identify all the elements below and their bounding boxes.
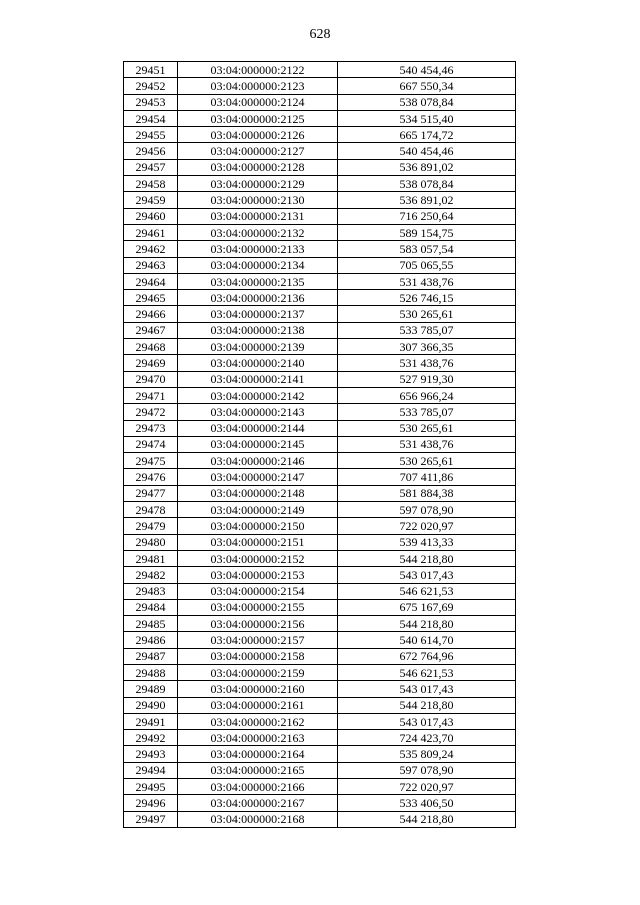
cadastral-number-cell: 03:04:000000:2159 <box>178 664 338 680</box>
table-row <box>124 648 516 664</box>
cadastral-number-cell: 03:04:000000:2153 <box>178 567 338 583</box>
table-row <box>124 322 516 338</box>
row-number-cell: 29491 <box>124 713 178 729</box>
table-row <box>124 681 516 697</box>
table-row <box>124 273 516 289</box>
cadastral-value-cell: 531 438,76 <box>338 273 516 289</box>
table-row <box>124 306 516 322</box>
cadastral-value-cell: 533 785,07 <box>338 322 516 338</box>
table-row <box>124 290 516 306</box>
cadastral-value-cell: 526 746,15 <box>338 290 516 306</box>
row-number-cell: 29465 <box>124 290 178 306</box>
cadastral-number-cell: 03:04:000000:2150 <box>178 518 338 534</box>
table-row <box>124 192 516 208</box>
row-number-cell: 29497 <box>124 811 178 827</box>
table-row <box>124 730 516 746</box>
row-number-cell: 29457 <box>124 159 178 175</box>
row-number-cell: 29481 <box>124 550 178 566</box>
cadastral-number-cell: 03:04:000000:2157 <box>178 632 338 648</box>
cadastral-value-cell: 656 966,24 <box>338 387 516 403</box>
cadastral-number-cell: 03:04:000000:2154 <box>178 583 338 599</box>
cadastral-number-cell: 03:04:000000:2122 <box>178 62 338 78</box>
table-row <box>124 404 516 420</box>
row-number-cell: 29474 <box>124 436 178 452</box>
cadastral-value-cell: 544 218,80 <box>338 616 516 632</box>
cadastral-number-cell: 03:04:000000:2145 <box>178 436 338 452</box>
cadastral-value-cell: 546 621,53 <box>338 664 516 680</box>
table-row <box>124 567 516 583</box>
cadastral-number-cell: 03:04:000000:2143 <box>178 404 338 420</box>
cadastral-number-cell: 03:04:000000:2168 <box>178 811 338 827</box>
cadastral-value-cell: 583 057,54 <box>338 241 516 257</box>
cadastral-number-cell: 03:04:000000:2129 <box>178 176 338 192</box>
cadastral-number-cell: 03:04:000000:2167 <box>178 795 338 811</box>
cadastral-number-cell: 03:04:000000:2123 <box>178 78 338 94</box>
table-row <box>124 257 516 273</box>
table-row <box>124 94 516 110</box>
cadastral-value-cell: 716 250,64 <box>338 208 516 224</box>
row-number-cell: 29493 <box>124 746 178 762</box>
cadastral-number-cell: 03:04:000000:2164 <box>178 746 338 762</box>
cadastral-number-cell: 03:04:000000:2139 <box>178 339 338 355</box>
row-number-cell: 29473 <box>124 420 178 436</box>
cadastral-value-cell: 538 078,84 <box>338 176 516 192</box>
row-number-cell: 29478 <box>124 502 178 518</box>
table-row <box>124 779 516 795</box>
cadastral-value-cell: 724 423,70 <box>338 730 516 746</box>
cadastral-value-cell: 540 454,46 <box>338 143 516 159</box>
cadastral-value-cell: 667 550,34 <box>338 78 516 94</box>
cadastral-number-cell: 03:04:000000:2140 <box>178 355 338 371</box>
cadastral-number-cell: 03:04:000000:2134 <box>178 257 338 273</box>
cadastral-number-cell: 03:04:000000:2161 <box>178 697 338 713</box>
cadastral-value-cell: 544 218,80 <box>338 811 516 827</box>
row-number-cell: 29496 <box>124 795 178 811</box>
table-row <box>124 534 516 550</box>
table-row <box>124 78 516 94</box>
cadastral-number-cell: 03:04:000000:2124 <box>178 94 338 110</box>
table-row <box>124 485 516 501</box>
cadastral-value-cell: 665 174,72 <box>338 127 516 143</box>
table-row <box>124 502 516 518</box>
cadastral-value-cell: 544 218,80 <box>338 697 516 713</box>
row-number-cell: 29469 <box>124 355 178 371</box>
cadastral-value-cell: 675 167,69 <box>338 599 516 615</box>
cadastral-value-cell: 540 454,46 <box>338 62 516 78</box>
cadastral-value-cell: 722 020,97 <box>338 518 516 534</box>
table-row <box>124 62 516 78</box>
cadastral-number-cell: 03:04:000000:2163 <box>178 730 338 746</box>
cadastral-value-cell: 536 891,02 <box>338 159 516 175</box>
row-number-cell: 29482 <box>124 567 178 583</box>
row-number-cell: 29479 <box>124 518 178 534</box>
row-number-cell: 29494 <box>124 762 178 778</box>
cadastral-value-cell: 540 614,70 <box>338 632 516 648</box>
cadastral-value-cell: 539 413,33 <box>338 534 516 550</box>
table-row <box>124 518 516 534</box>
cadastral-number-cell: 03:04:000000:2128 <box>178 159 338 175</box>
table-row <box>124 110 516 126</box>
table-row <box>124 436 516 452</box>
row-number-cell: 29452 <box>124 78 178 94</box>
row-number-cell: 29490 <box>124 697 178 713</box>
table-row <box>124 664 516 680</box>
table-row <box>124 143 516 159</box>
cadastral-number-cell: 03:04:000000:2144 <box>178 420 338 436</box>
row-number-cell: 29460 <box>124 208 178 224</box>
cadastral-value-cell: 533 785,07 <box>338 404 516 420</box>
cadastral-value-cell: 543 017,43 <box>338 567 516 583</box>
table-row <box>124 795 516 811</box>
row-number-cell: 29480 <box>124 534 178 550</box>
cadastral-number-cell: 03:04:000000:2155 <box>178 599 338 615</box>
table-row <box>124 127 516 143</box>
table-row <box>124 339 516 355</box>
row-number-cell: 29459 <box>124 192 178 208</box>
cadastral-number-cell: 03:04:000000:2141 <box>178 371 338 387</box>
cadastral-value-cell: 530 265,61 <box>338 453 516 469</box>
table-body <box>124 62 516 828</box>
cadastral-value-cell: 530 265,61 <box>338 306 516 322</box>
row-number-cell: 29466 <box>124 306 178 322</box>
cadastral-value-cell: 597 078,90 <box>338 502 516 518</box>
cadastral-value-cell: 538 078,84 <box>338 94 516 110</box>
row-number-cell: 29471 <box>124 387 178 403</box>
row-number-cell: 29455 <box>124 127 178 143</box>
row-number-cell: 29475 <box>124 453 178 469</box>
row-number-cell: 29458 <box>124 176 178 192</box>
cadastral-value-cell: 543 017,43 <box>338 681 516 697</box>
row-number-cell: 29476 <box>124 469 178 485</box>
cadastral-value-cell: 581 884,38 <box>338 485 516 501</box>
row-number-cell: 29468 <box>124 339 178 355</box>
cadastral-number-cell: 03:04:000000:2166 <box>178 779 338 795</box>
cadastral-number-cell: 03:04:000000:2142 <box>178 387 338 403</box>
cadastral-number-cell: 03:04:000000:2137 <box>178 306 338 322</box>
cadastral-value-cell: 527 919,30 <box>338 371 516 387</box>
cadastral-number-cell: 03:04:000000:2135 <box>178 273 338 289</box>
table-row <box>124 762 516 778</box>
table-row <box>124 208 516 224</box>
row-number-cell: 29472 <box>124 404 178 420</box>
cadastral-value-cell: 589 154,75 <box>338 224 516 240</box>
cadastral-value-cell: 534 515,40 <box>338 110 516 126</box>
cadastral-number-cell: 03:04:000000:2152 <box>178 550 338 566</box>
cadastral-value-cell: 307 366,35 <box>338 339 516 355</box>
row-number-cell: 29489 <box>124 681 178 697</box>
table-row <box>124 811 516 827</box>
cadastral-number-cell: 03:04:000000:2126 <box>178 127 338 143</box>
table-row <box>124 241 516 257</box>
cadastral-number-cell: 03:04:000000:2162 <box>178 713 338 729</box>
row-number-cell: 29463 <box>124 257 178 273</box>
cadastral-value-cell: 536 891,02 <box>338 192 516 208</box>
row-number-cell: 29484 <box>124 599 178 615</box>
cadastral-value-cell: 707 411,86 <box>338 469 516 485</box>
cadastral-number-cell: 03:04:000000:2132 <box>178 224 338 240</box>
page-number: 628 <box>309 27 331 42</box>
cadastral-value-cell: 546 621,53 <box>338 583 516 599</box>
cadastral-number-cell: 03:04:000000:2138 <box>178 322 338 338</box>
cadastral-value-cell: 705 065,55 <box>338 257 516 273</box>
table-row <box>124 469 516 485</box>
table-row <box>124 371 516 387</box>
row-number-cell: 29470 <box>124 371 178 387</box>
table-row <box>124 453 516 469</box>
cadastral-value-cell: 531 438,76 <box>338 355 516 371</box>
cadastral-number-cell: 03:04:000000:2131 <box>178 208 338 224</box>
row-number-cell: 29451 <box>124 62 178 78</box>
cadastral-value-cell: 544 218,80 <box>338 550 516 566</box>
row-number-cell: 29456 <box>124 143 178 159</box>
row-number-cell: 29477 <box>124 485 178 501</box>
row-number-cell: 29461 <box>124 224 178 240</box>
cadastral-number-cell: 03:04:000000:2133 <box>178 241 338 257</box>
table-row <box>124 355 516 371</box>
cadastral-number-cell: 03:04:000000:2151 <box>178 534 338 550</box>
row-number-cell: 29462 <box>124 241 178 257</box>
cadastral-number-cell: 03:04:000000:2158 <box>178 648 338 664</box>
table-row <box>124 583 516 599</box>
row-number-cell: 29464 <box>124 273 178 289</box>
cadastral-number-cell: 03:04:000000:2147 <box>178 469 338 485</box>
cadastral-number-cell: 03:04:000000:2149 <box>178 502 338 518</box>
table-row <box>124 159 516 175</box>
row-number-cell: 29485 <box>124 616 178 632</box>
cadastral-number-cell: 03:04:000000:2146 <box>178 453 338 469</box>
cadastral-number-cell: 03:04:000000:2130 <box>178 192 338 208</box>
row-number-cell: 29495 <box>124 779 178 795</box>
table-row <box>124 746 516 762</box>
cadastral-number-cell: 03:04:000000:2165 <box>178 762 338 778</box>
cadastral-number-cell: 03:04:000000:2127 <box>178 143 338 159</box>
cadastral-value-cell: 597 078,90 <box>338 762 516 778</box>
row-number-cell: 29467 <box>124 322 178 338</box>
row-number-cell: 29483 <box>124 583 178 599</box>
table-row <box>124 632 516 648</box>
cadastral-value-cell: 530 265,61 <box>338 420 516 436</box>
table-row <box>124 420 516 436</box>
cadastral-number-cell: 03:04:000000:2160 <box>178 681 338 697</box>
cadastral-number-cell: 03:04:000000:2125 <box>178 110 338 126</box>
row-number-cell: 29488 <box>124 664 178 680</box>
cadastral-value-cell: 531 438,76 <box>338 436 516 452</box>
table-row <box>124 713 516 729</box>
cadastral-number-cell: 03:04:000000:2148 <box>178 485 338 501</box>
row-number-cell: 29487 <box>124 648 178 664</box>
table-row <box>124 176 516 192</box>
table-row <box>124 224 516 240</box>
row-number-cell: 29453 <box>124 94 178 110</box>
row-number-cell: 29454 <box>124 110 178 126</box>
cadastral-value-cell: 533 406,50 <box>338 795 516 811</box>
cadastral-number-cell: 03:04:000000:2156 <box>178 616 338 632</box>
cadastral-value-table <box>123 61 516 828</box>
cadastral-value-cell: 543 017,43 <box>338 713 516 729</box>
table-row <box>124 550 516 566</box>
table-row <box>124 616 516 632</box>
cadastral-value-cell: 672 764,96 <box>338 648 516 664</box>
table-row <box>124 697 516 713</box>
cadastral-value-cell: 535 809,24 <box>338 746 516 762</box>
cadastral-value-cell: 722 020,97 <box>338 779 516 795</box>
cadastral-number-cell: 03:04:000000:2136 <box>178 290 338 306</box>
row-number-cell: 29486 <box>124 632 178 648</box>
table-row <box>124 387 516 403</box>
row-number-cell: 29492 <box>124 730 178 746</box>
table-row <box>124 599 516 615</box>
